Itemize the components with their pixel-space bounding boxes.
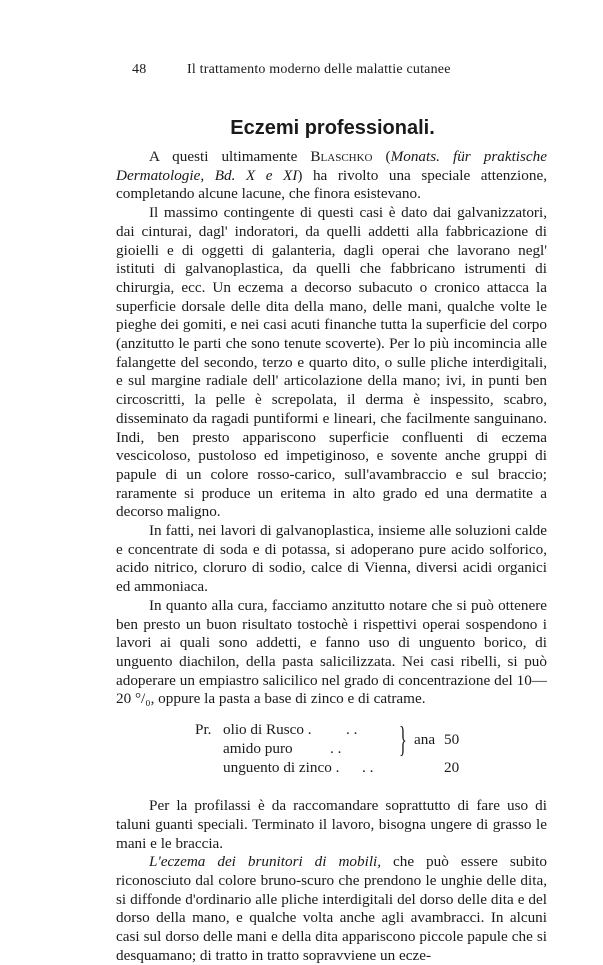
p1-text-a: A questi ultimamente	[149, 148, 311, 165]
paragraph-5: Per la profilassi è da raccomandare soprattutto di fare uso di taluni guanti speciali. Terminato il lavoro, bisogna ungere di grasso le mani e le braccia.	[116, 797, 547, 852]
paragraph-6	[116, 853, 547, 965]
prescription-item-1: olio di Rusco .	[223, 721, 312, 739]
paragraph-1	[116, 148, 547, 204]
prescription-qty-3: 20	[444, 759, 460, 777]
paragraph-3: In fatti, nei lavori di galvanoplastica, insieme alle soluzioni calde e concentrate di soda e di potassa, si adoperano pure acido solforico, acido nitrico, cloruro di sodio, calce di Vienna, diversi acidi organici ed ammoniaca.	[116, 522, 547, 596]
page-number: 48	[132, 62, 147, 77]
p6-italic-lead: L'eczema dei brunitori di mobili,	[149, 853, 382, 871]
p6-text: che può essere subito riconosciuto dal colore bruno-scuro che prendono le unghie delle dita, si diffonde d'ordinario alle pliche interdigitali del dorso delle dita e del dorso della mano, e qualche volta anche agli avambracci. In alcuni casi sul dorso delle mani e della dita appariscono piccole papule che si desquamano; di tratto in tratto sopravviene un ecze-	[116, 853, 547, 964]
prescription-dots-3: . .	[362, 759, 374, 777]
author-name: Blaschko	[310, 148, 373, 165]
paragraph-2: Il massimo contingente di questi casi è dato dai galvanizzatori, dai cinturai, dagl' indoratori, da quelli addetti alla fabbricazione di gioielli e di oggetti di galanteria, dagli operai che lavorano negl' istituti di galvanoplastica, da quelli che fabbricano istrumenti di chirurgia, ecc. Un eczema a decorso subacuto o cronico attacca la superficie dorsale delle dita della mano, delle mani, qualche volte le pieghe dei gomiti, e nei casi acuti finanche tutta la superficie del corpo (anzitutto le parti che sono tenute scoverte). Per lo più incomincia alle falangette del secondo, terzo e quarto dito, o sulle pliche interdigitali, e sul margine radiale dell' articolazione della mano; ivi, in punti ben circoscritti, la pelle è screpolata, il derma è inspessito, scabro, disseminato da ragadi puntiformi e lineari, che facilmente sanguinano. Indi, ben presto appariscono superficie confluenti di eczema vescicoloso, pustoloso ed impetiginoso, e sovente anche gruppi di papule di un colore rosso-carico, sull'avambraccio e sul braccio; raramente si produce un eritema in alto grado ed una dermatite a decorso maligno.	[116, 204, 547, 521]
body-text	[116, 148, 547, 965]
prescription-prefix: Pr.	[195, 721, 212, 739]
prescription-qty-1: 50	[444, 731, 460, 749]
prescription-item-3: unguento di zinco .	[223, 759, 340, 777]
journal-reference: Monats. für praktische Dermatologie, Bd. X e XI	[116, 148, 547, 184]
prescription-ana: ana	[414, 731, 436, 749]
paragraph-4: In quanto alla cura, facciamo anzitutto notare che si può ottenere ben presto un buon risultato tostochè i rispettivi operai sospendono i lavori ai quali sono addetti, e fanno uso di unguento borico, di unguento diachilon, della pasta salicilizzata. Nei casi ribelli, si può adoperare un empiastro salicilico nel grado di concentrazione del 10—20 °/₀, oppure la pasta a base di zinco e di catrame.	[116, 596, 547, 708]
brace-symbol: }	[399, 719, 407, 760]
section-title: Eczemi professionali.	[230, 117, 435, 139]
running-title: Il trattamento moderno delle malattie cutanee	[187, 62, 451, 77]
prescription-item-2: amido puro	[223, 740, 293, 758]
prescription	[116, 721, 547, 783]
prescription-dots-2: . .	[330, 740, 342, 758]
prescription-dots-1: . .	[346, 721, 358, 739]
p1-text-b: (	[372, 148, 391, 165]
p1-text-c: ) ha rivolto una speciale attenzione, completando alcune lacune, che finora esistevano.	[116, 166, 547, 203]
